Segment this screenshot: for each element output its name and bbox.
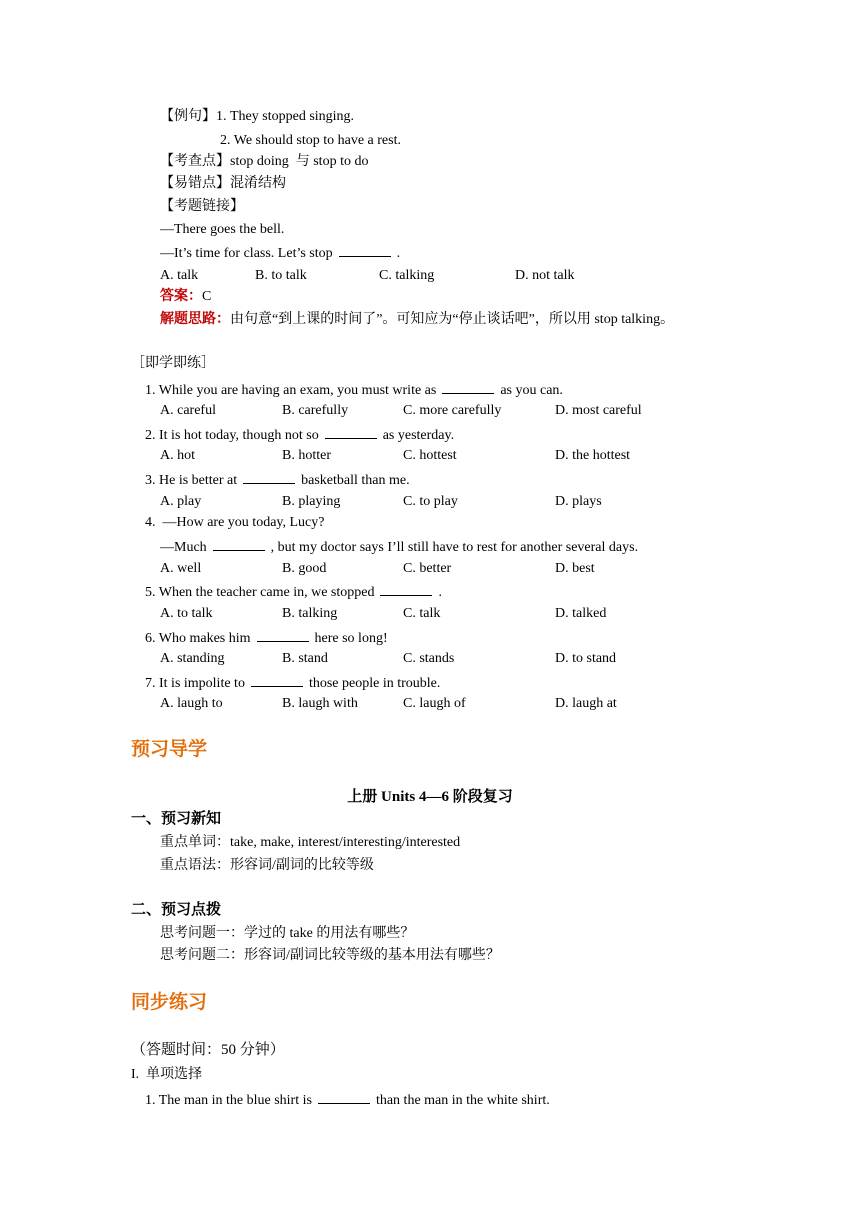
- q5-stem-end: .: [438, 585, 442, 600]
- example-line-1: [160, 108, 354, 126]
- option-d: D. not talk: [515, 268, 575, 283]
- answer-blank: [339, 243, 391, 257]
- time-note: （答题时间：50 分钟）: [131, 1042, 285, 1058]
- exam-point-line: [160, 153, 368, 171]
- q2-option-d: D. the hottest: [555, 448, 631, 463]
- practice-q1: [145, 380, 563, 400]
- q7-option-c: C. laugh of: [403, 696, 466, 711]
- q3-blank: [243, 470, 295, 484]
- q2-stem: 2. It is hot today, though not so: [145, 428, 319, 443]
- reasoning-label: 解题思路：: [160, 312, 230, 327]
- q6-stem: 6. Who makes him: [145, 631, 251, 646]
- sync-section-title: 同步练习: [131, 991, 208, 1013]
- practice-q5: [145, 582, 442, 602]
- dialog-line-2: [160, 243, 400, 263]
- example-tag: 【例句】: [160, 109, 216, 124]
- q6-option-b: B. stand: [282, 651, 328, 666]
- exam-link-tag: 【考题链接】: [160, 199, 244, 214]
- q4-stem: —Much: [160, 540, 207, 555]
- option-a: A. talk: [160, 268, 199, 283]
- q3-option-c: C. to play: [403, 494, 458, 509]
- preview-part2-title: 二、预习点拨: [131, 902, 222, 918]
- q3-option-d: D. plays: [555, 494, 602, 509]
- sync-q1-stem: 1. The man in the blue shirt is: [145, 1093, 312, 1108]
- q1-option-a: A. careful: [160, 403, 216, 418]
- dialog-line-2-end: .: [396, 246, 401, 261]
- part-i-title: I. 单项选择: [131, 1067, 203, 1082]
- dialog-line-1: —There goes the bell.: [160, 222, 285, 237]
- practice-title: ［即学即练］: [131, 356, 215, 371]
- sync-q1-stem-end: than the man in the white shirt.: [375, 1093, 550, 1108]
- q5-option-d: D. talked: [555, 606, 607, 621]
- option-c: C. talking: [379, 268, 435, 283]
- q1-stem-end: as you can.: [500, 383, 563, 398]
- think-question-1: 思考问题一：学过的 take 的用法有哪些？: [160, 926, 415, 941]
- q5-stem: 5. When the teacher came in, we stopped: [145, 585, 375, 600]
- answer-line: [160, 288, 211, 306]
- q1-blank: [442, 380, 494, 394]
- example-sentence-1: 1. They stopped singing.: [216, 109, 355, 124]
- q7-stem: 7. It is impolite to: [145, 676, 245, 691]
- q1-option-b: B. carefully: [282, 403, 349, 418]
- key-words-line: 重点单词：take, make, interest/interesting/interested: [160, 835, 461, 850]
- q5-blank: [380, 582, 432, 596]
- error-point-tag: 【易错点】: [160, 176, 230, 191]
- practice-q2: [145, 425, 454, 445]
- q3-option-b: B. playing: [282, 494, 341, 509]
- reasoning-text: 由句意“到上课的时间了”。可知应为“停止谈话吧”，所以用 stop talking。: [230, 312, 675, 327]
- error-point-text: 混淆结构: [230, 176, 286, 191]
- practice-q4: 4. —How are you today, Lucy?: [145, 515, 325, 530]
- dialog-line-2-start: —It’s time for class. Let’s stop: [160, 246, 333, 261]
- example-sentence-2: 2. We should stop to have a rest.: [220, 133, 401, 148]
- q7-blank: [251, 673, 303, 687]
- answer-label: 答案：: [160, 289, 202, 304]
- preview-section-title: 预习导学: [131, 738, 208, 760]
- q5-option-a: A. to talk: [160, 606, 213, 621]
- q7-option-b: B. laugh with: [282, 696, 358, 711]
- error-point-line: [160, 175, 286, 193]
- practice-q4-line2: [160, 537, 638, 557]
- q2-blank: [325, 425, 377, 439]
- answer-value: C: [202, 289, 212, 304]
- q6-stem-end: here so long!: [314, 631, 388, 646]
- reasoning-line: [160, 311, 674, 329]
- q3-option-a: A. play: [160, 494, 202, 509]
- q4-option-b: B. good: [282, 561, 327, 576]
- option-b: B. to talk: [255, 268, 307, 283]
- exam-point-tag: 【考查点】: [160, 154, 230, 169]
- q6-option-d: D. to stand: [555, 651, 617, 666]
- key-grammar-line: 重点语法：形容词/副词的比较等级: [160, 858, 374, 873]
- sync-q1-blank: [318, 1090, 370, 1104]
- preview-part1-title: 一、预习新知: [131, 811, 222, 827]
- q1-option-d: D. most careful: [555, 403, 642, 418]
- q2-option-c: C. hottest: [403, 448, 457, 463]
- q7-stem-end: those people in trouble.: [308, 676, 441, 691]
- q4-option-c: C. better: [403, 561, 452, 576]
- q4-stem-end: , but my doctor says I’ll still have to rest for another several days.: [270, 540, 639, 555]
- q2-stem-end: as yesterday.: [382, 428, 455, 443]
- practice-q3: [145, 470, 410, 490]
- q6-option-c: C. stands: [403, 651, 455, 666]
- q4-option-d: D. best: [555, 561, 595, 576]
- exam-point-text: stop doing 与 stop to do: [230, 154, 369, 169]
- review-center-title: 上册 Units 4—6 阶段复习: [347, 789, 513, 805]
- q4-option-a: A. well: [160, 561, 202, 576]
- q1-stem: 1. While you are having an exam, you must write as: [145, 383, 437, 398]
- q7-option-d: D. laugh at: [555, 696, 617, 711]
- q7-option-a: A. laugh to: [160, 696, 223, 711]
- q6-option-a: A. standing: [160, 651, 225, 666]
- q2-option-a: A. hot: [160, 448, 195, 463]
- practice-q6: [145, 628, 388, 648]
- q2-option-b: B. hotter: [282, 448, 331, 463]
- q3-stem-end: basketball than me.: [301, 473, 410, 488]
- practice-q7: [145, 673, 440, 693]
- q5-option-b: B. talking: [282, 606, 338, 621]
- sync-q1: [145, 1090, 550, 1110]
- q3-stem: 3. He is better at: [145, 473, 238, 488]
- q6-blank: [257, 628, 309, 642]
- q5-option-c: C. talk: [403, 606, 441, 621]
- q4-blank: [213, 537, 265, 551]
- think-question-2: 思考问题二：形容词/副词比较等级的基本用法有哪些？: [160, 948, 500, 963]
- q1-option-c: C. more carefully: [403, 403, 502, 418]
